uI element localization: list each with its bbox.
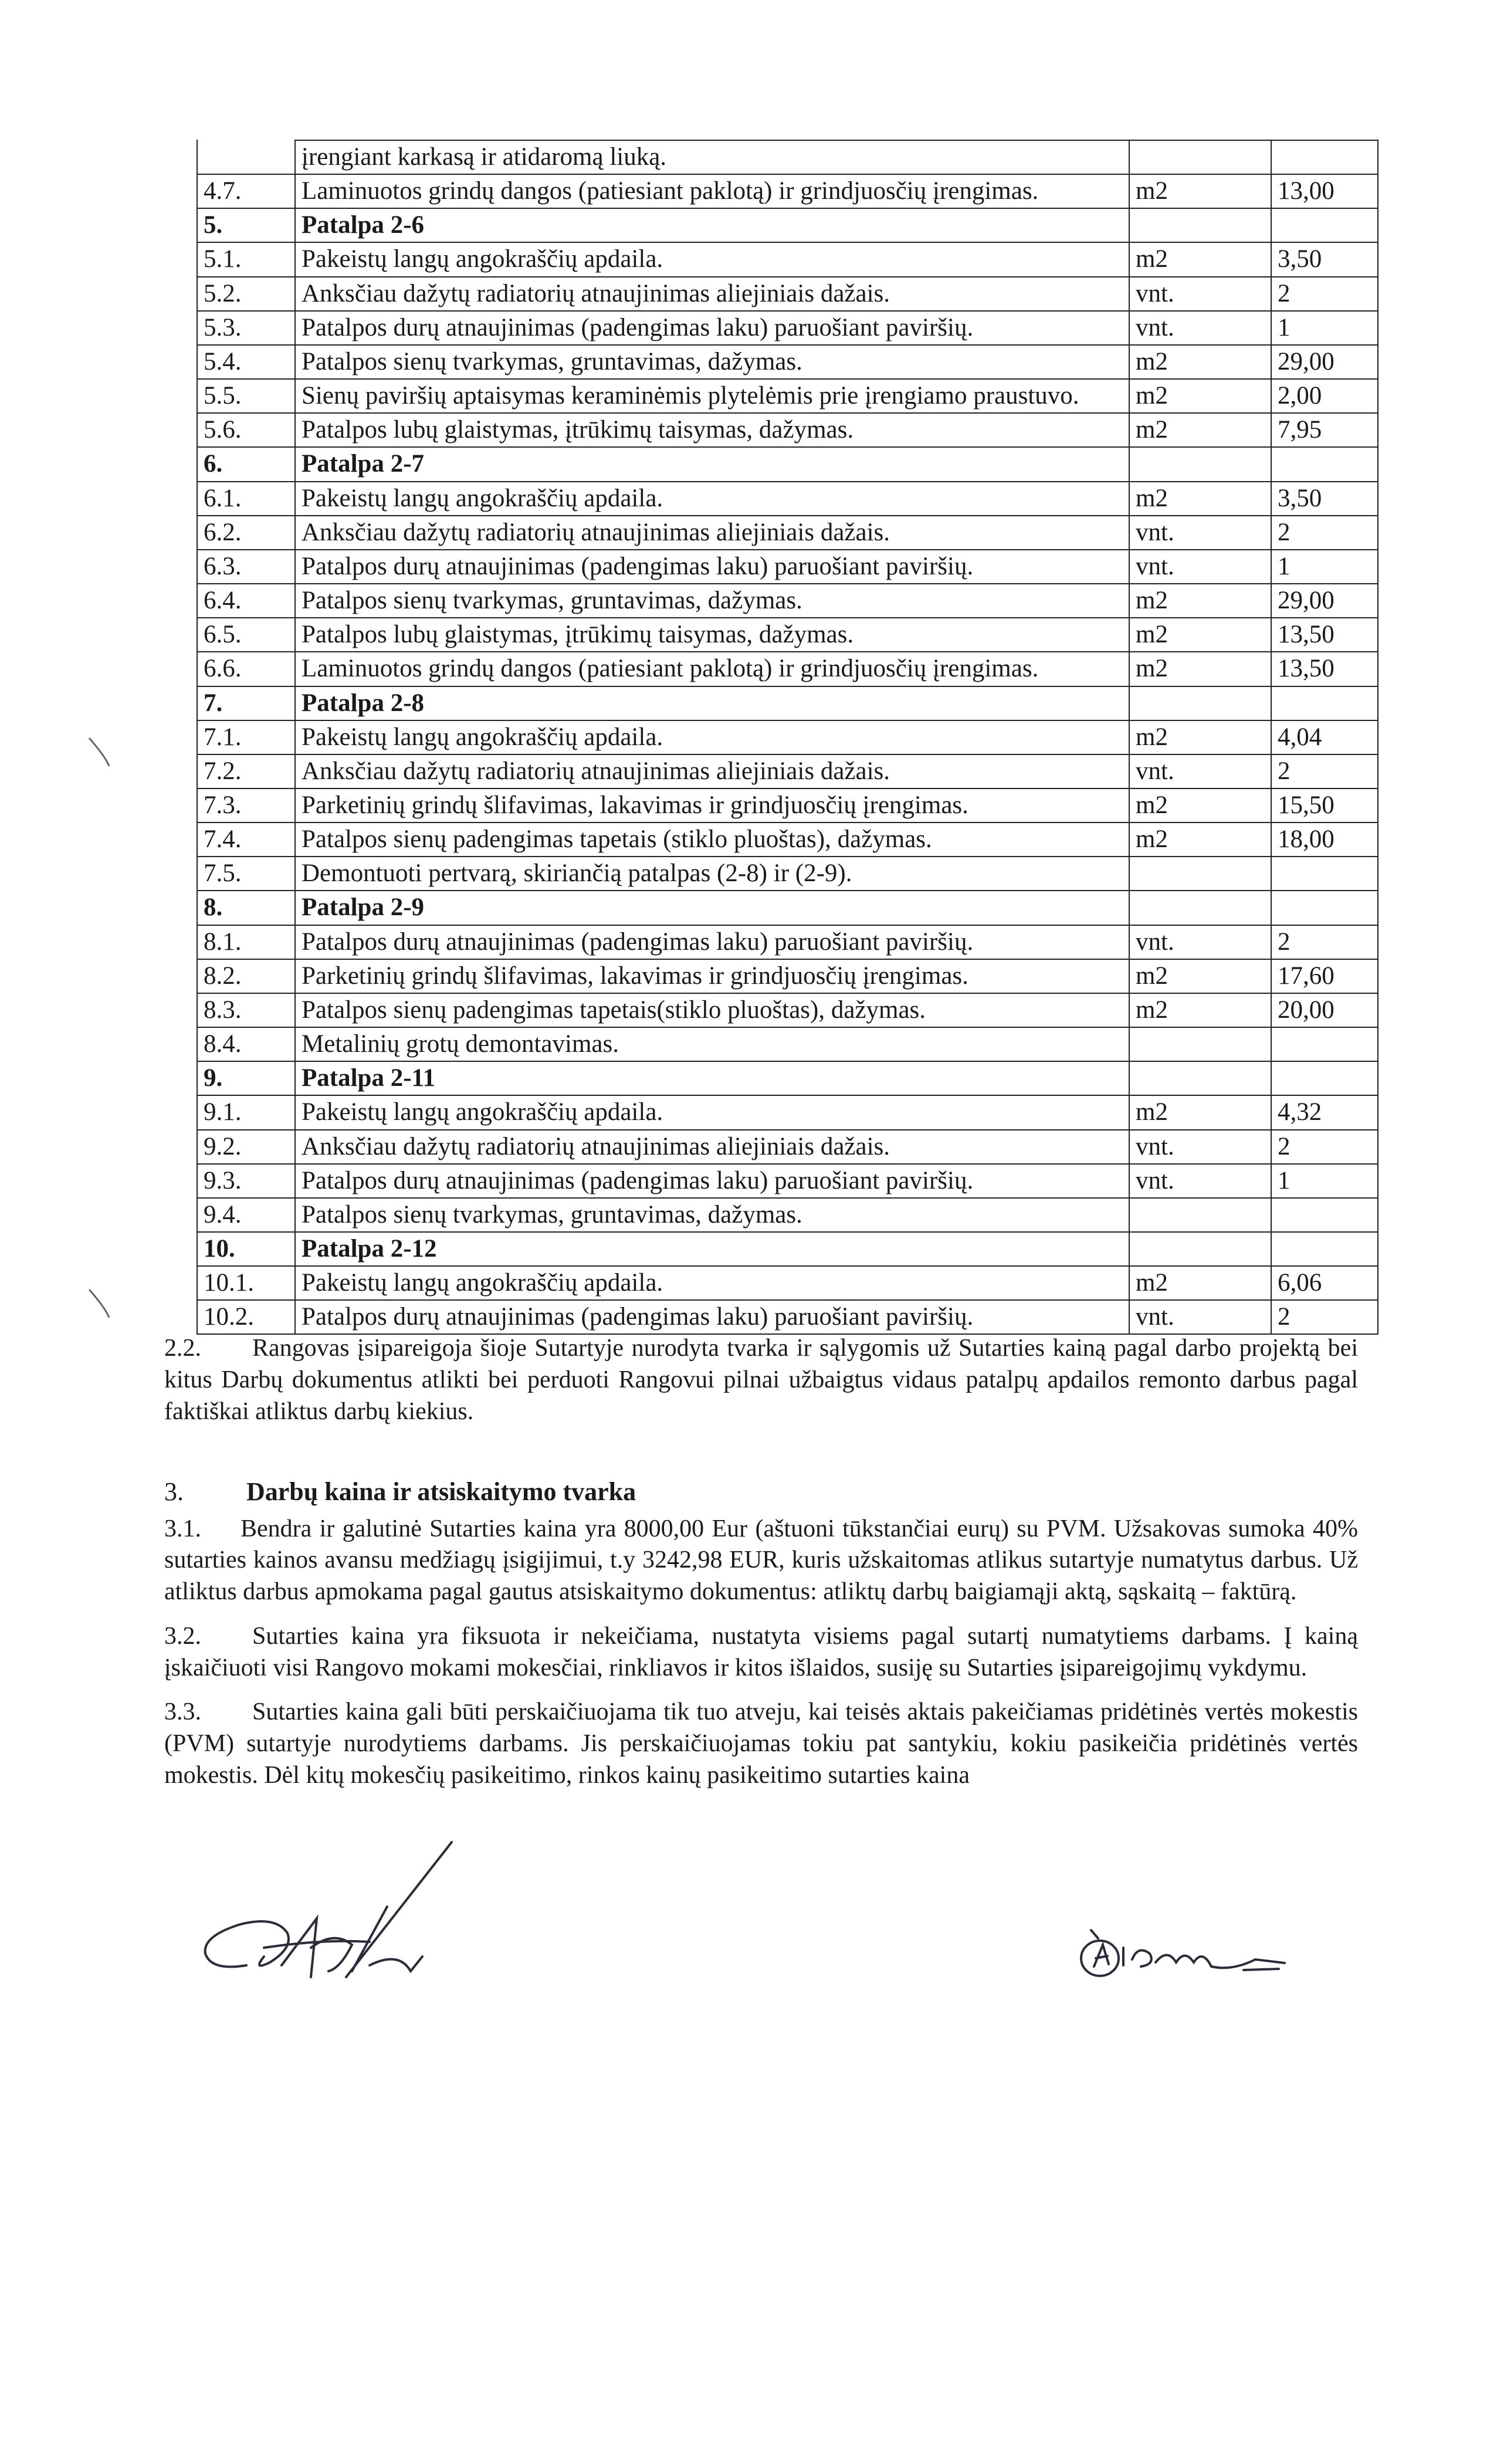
table-row	[197, 788, 1378, 823]
item-quantity: 7,95	[1271, 413, 1378, 447]
table-section-row	[197, 686, 1378, 720]
item-number: 5.	[197, 208, 295, 242]
item-description: Sienų paviršių aptaisymas keraminėmis plytelėmis prie įrengiamo praustuvo.	[295, 379, 1129, 413]
section-number: 3.	[164, 1477, 184, 1507]
item-unit: m2	[1129, 652, 1271, 686]
item-description: Pakeistų langų angokraščių apdaila.	[295, 482, 1129, 516]
item-number: 4.7.	[197, 174, 295, 208]
item-description: įrengiant karkasą ir atidaromą liuką.	[295, 140, 1129, 174]
paragraph-text: Rangovas įsipareigoja šioje Sutartyje nurodyta tvarka ir sąlygomis už Sutarties kainą pagal darbo projektą bei kitus Darbų dokumentus atlikti bei perduoti Rangovui pilnai užbaigtus vidaus patalpų apdailos remonto darbus pagal faktiškai atliktus darbų kiekius.	[164, 1335, 1358, 1425]
item-number: 6.3.	[197, 550, 295, 584]
paragraph-2-2	[164, 1333, 1358, 1427]
table-row	[197, 1300, 1378, 1334]
item-description: Patalpos sienų tvarkymas, gruntavimas, dažymas.	[295, 1198, 1129, 1232]
table-row	[197, 516, 1378, 550]
item-number: 10.1.	[197, 1266, 295, 1300]
table-row	[197, 959, 1378, 993]
paragraph-3-3	[164, 1697, 1358, 1791]
item-unit: m2	[1129, 482, 1271, 516]
item-quantity: 2	[1271, 754, 1378, 788]
item-unit: m2	[1129, 788, 1271, 823]
item-quantity: 3,50	[1271, 242, 1378, 276]
scan-mark	[88, 733, 111, 769]
item-unit: m2	[1129, 1266, 1271, 1300]
table-row	[197, 1027, 1378, 1061]
item-unit	[1129, 1198, 1271, 1232]
item-description: Anksčiau dažytų radiatorių atnaujinimas aliejiniais dažais.	[295, 516, 1129, 550]
paragraph-text: Sutarties kaina gali būti perskaičiuojama tik tuo atveju, kai teisės aktais pakeičiamas pridėtinės vertės mokestis (PVM) sutartyje nurodytiems darbams. Jis perskaičiuojamas tokiu pat santykiu, kokiu pasikeičia pridėtinės vertės mokestis. Dėl kitų mokesčių pasikeitimo, rinkos kainų pasikeitimo sutarties kaina	[164, 1698, 1358, 1789]
item-unit: m2	[1129, 823, 1271, 857]
table-row	[197, 242, 1378, 276]
item-unit: m2	[1129, 413, 1271, 447]
item-quantity: 1	[1271, 550, 1378, 584]
item-unit: m2	[1129, 242, 1271, 276]
item-quantity	[1271, 208, 1378, 242]
item-number: 9.4.	[197, 1198, 295, 1232]
item-unit	[1129, 447, 1271, 481]
item-unit	[1129, 686, 1271, 720]
item-description: Patalpa 2-9	[295, 891, 1129, 925]
item-number: 10.	[197, 1232, 295, 1266]
item-quantity: 13,50	[1271, 652, 1378, 686]
table-row	[197, 1164, 1378, 1198]
item-unit	[1129, 1232, 1271, 1266]
item-number	[197, 140, 295, 174]
scan-mark	[88, 1285, 111, 1320]
table-row	[197, 754, 1378, 788]
table-row	[197, 311, 1378, 345]
item-description: Anksčiau dažytų radiatorių atnaujinimas aliejiniais dažais.	[295, 1130, 1129, 1164]
table-row	[197, 857, 1378, 891]
table-row	[197, 1095, 1378, 1129]
item-description: Metalinių grotų demontavimas.	[295, 1027, 1129, 1061]
item-number: 9.	[197, 1061, 295, 1095]
item-quantity	[1271, 1027, 1378, 1061]
item-description: Patalpos sienų padengimas tapetais (stiklo pluoštas), dažymas.	[295, 823, 1129, 857]
item-quantity: 3,50	[1271, 482, 1378, 516]
section-heading	[164, 1475, 1358, 1508]
paragraph-3-2	[164, 1621, 1358, 1684]
item-unit: m2	[1129, 584, 1271, 618]
works-table	[197, 140, 1379, 1335]
item-quantity: 13,50	[1271, 618, 1378, 652]
item-description: Patalpos durų atnaujinimas (padengimas laku) paruošiant paviršių.	[295, 550, 1129, 584]
item-quantity	[1271, 140, 1378, 174]
item-number: 5.5.	[197, 379, 295, 413]
item-description: Patalpos sienų tvarkymas, gruntavimas, dažymas.	[295, 584, 1129, 618]
item-unit: vnt.	[1129, 1300, 1271, 1334]
table-row	[197, 925, 1378, 959]
item-unit	[1129, 140, 1271, 174]
item-unit: vnt.	[1129, 311, 1271, 345]
section-title: Darbų kaina ir atsiskaitymo tvarka	[246, 1477, 636, 1507]
item-description: Anksčiau dažytų radiatorių atnaujinimas aliejiniais dažais.	[295, 754, 1129, 788]
table-row	[197, 652, 1378, 686]
table-section-row	[197, 1232, 1378, 1266]
item-description: Patalpos durų atnaujinimas (padengimas laku) paruošiant paviršių.	[295, 925, 1129, 959]
table-row	[197, 1130, 1378, 1164]
item-number: 7.5.	[197, 857, 295, 891]
table-section-row	[197, 1061, 1378, 1095]
item-unit: vnt.	[1129, 277, 1271, 311]
item-unit: vnt.	[1129, 1164, 1271, 1198]
table-row	[197, 345, 1378, 379]
table-row	[197, 823, 1378, 857]
signature-left	[176, 1830, 481, 2006]
paragraph-number: 2.2.	[164, 1335, 201, 1362]
signature-right	[1068, 1913, 1302, 1995]
item-description: Patalpos sienų padengimas tapetais(stiklo pluoštas), dažymas.	[295, 993, 1129, 1027]
item-description: Pakeistų langų angokraščių apdaila.	[295, 720, 1129, 754]
item-unit: vnt.	[1129, 1130, 1271, 1164]
item-number: 6.1.	[197, 482, 295, 516]
item-description: Patalpos durų atnaujinimas (padengimas laku) paruošiant paviršių.	[295, 1164, 1129, 1198]
item-quantity: 2	[1271, 1300, 1378, 1334]
item-number: 5.2.	[197, 277, 295, 311]
table-row	[197, 174, 1378, 208]
table-row	[197, 720, 1378, 754]
item-number: 8.	[197, 891, 295, 925]
paragraph-3-1	[164, 1514, 1358, 1608]
table-row	[197, 584, 1378, 618]
item-number: 8.4.	[197, 1027, 295, 1061]
table-row	[197, 379, 1378, 413]
table-row	[197, 413, 1378, 447]
item-number: 6.2.	[197, 516, 295, 550]
item-quantity: 2,00	[1271, 379, 1378, 413]
item-description: Laminuotos grindų dangos (patiesiant paklotą) ir grindjuosčių įrengimas.	[295, 652, 1129, 686]
paragraph-text: Bendra ir galutinė Sutarties kaina yra 8000,00 Eur (aštuoni tūkstančiai eurų) su PVM. Užsakovas sumoka 40% sutarties kainos avansu medžiagų įsigijimui, t.y 3242,98 EUR, kuris užskaitomas atlikus sutartyje numatytus darbus. Už atliktus darbus apmokama pagal gautus atsiskaitymo dokumentus: atliktų darbų baigiamąji aktą, sąskaitą – faktūrą.	[164, 1515, 1358, 1606]
item-quantity	[1271, 1232, 1378, 1266]
table-row	[197, 1266, 1378, 1300]
item-quantity: 17,60	[1271, 959, 1378, 993]
item-description: Patalpos durų atnaujinimas (padengimas laku) paruošiant paviršių.	[295, 311, 1129, 345]
works-table-body	[197, 140, 1378, 1334]
item-number: 7.	[197, 686, 295, 720]
item-number: 6.6.	[197, 652, 295, 686]
item-number: 8.1.	[197, 925, 295, 959]
item-description: Patalpos lubų glaistymas, įtrūkimų taisymas, dažymas.	[295, 413, 1129, 447]
item-quantity: 2	[1271, 516, 1378, 550]
item-unit: m2	[1129, 345, 1271, 379]
item-description: Patalpos lubų glaistymas, įtrūkimų taisymas, dažymas.	[295, 618, 1129, 652]
item-number: 5.4.	[197, 345, 295, 379]
contract-text	[164, 1333, 1358, 1792]
item-number: 9.2.	[197, 1130, 295, 1164]
item-quantity	[1271, 891, 1378, 925]
item-description: Pakeistų langų angokraščių apdaila.	[295, 1266, 1129, 1300]
item-number: 8.2.	[197, 959, 295, 993]
item-unit: m2	[1129, 618, 1271, 652]
item-quantity	[1271, 857, 1378, 891]
item-description: Patalpos durų atnaujinimas (padengimas laku) paruošiant paviršių.	[295, 1300, 1129, 1334]
item-number: 5.3.	[197, 311, 295, 345]
item-quantity: 29,00	[1271, 584, 1378, 618]
item-quantity: 13,00	[1271, 174, 1378, 208]
paragraph-number: 3.1.	[164, 1515, 201, 1542]
item-description: Demontuoti pertvarą, skiriančią patalpas (2-8) ir (2-9).	[295, 857, 1129, 891]
item-description: Patalpa 2-8	[295, 686, 1129, 720]
paragraph-text: Sutarties kaina yra fiksuota ir nekeičiama, nustatyta visiems pagal sutartį numatytiems darbams. Į kainą įskaičiuoti visi Rangovo mokami mokesčiai, rinkliavos ir kitos išlaidos, susiję su Sutarties įsipareigojimų vykdymu.	[164, 1622, 1358, 1681]
item-unit	[1129, 857, 1271, 891]
table-row	[197, 550, 1378, 584]
item-quantity: 2	[1271, 277, 1378, 311]
table-section-row	[197, 891, 1378, 925]
item-description: Patalpa 2-7	[295, 447, 1129, 481]
item-description: Anksčiau dažytų radiatorių atnaujinimas aliejiniais dažais.	[295, 277, 1129, 311]
table-row	[197, 482, 1378, 516]
item-quantity	[1271, 447, 1378, 481]
item-description: Parketinių grindų šlifavimas, lakavimas ir grindjuosčių įrengimas.	[295, 788, 1129, 823]
item-quantity: 6,06	[1271, 1266, 1378, 1300]
item-number: 10.2.	[197, 1300, 295, 1334]
item-description: Pakeistų langų angokraščių apdaila.	[295, 1095, 1129, 1129]
item-quantity: 15,50	[1271, 788, 1378, 823]
item-unit: vnt.	[1129, 754, 1271, 788]
item-description: Pakeistų langų angokraščių apdaila.	[295, 242, 1129, 276]
item-unit	[1129, 1027, 1271, 1061]
item-description: Patalpa 2-11	[295, 1061, 1129, 1095]
item-quantity: 4,04	[1271, 720, 1378, 754]
item-unit: vnt.	[1129, 550, 1271, 584]
item-quantity: 18,00	[1271, 823, 1378, 857]
item-number: 6.	[197, 447, 295, 481]
item-number: 7.3.	[197, 788, 295, 823]
item-description: Laminuotos grindų dangos (patiesiant paklotą) ir grindjuosčių įrengimas.	[295, 174, 1129, 208]
item-description: Patalpa 2-6	[295, 208, 1129, 242]
item-unit: m2	[1129, 379, 1271, 413]
table-row	[197, 277, 1378, 311]
table-row	[197, 993, 1378, 1027]
item-unit	[1129, 208, 1271, 242]
item-unit: m2	[1129, 1095, 1271, 1129]
item-quantity: 29,00	[1271, 345, 1378, 379]
paragraph-number: 3.3.	[164, 1698, 201, 1726]
item-quantity: 1	[1271, 311, 1378, 345]
item-unit: m2	[1129, 720, 1271, 754]
item-quantity: 2	[1271, 1130, 1378, 1164]
table-row	[197, 1198, 1378, 1232]
item-unit: m2	[1129, 174, 1271, 208]
item-unit	[1129, 891, 1271, 925]
item-number: 7.4.	[197, 823, 295, 857]
item-number: 9.1.	[197, 1095, 295, 1129]
item-number: 7.1.	[197, 720, 295, 754]
item-description: Patalpa 2-12	[295, 1232, 1129, 1266]
item-quantity: 20,00	[1271, 993, 1378, 1027]
table-row	[197, 140, 1378, 174]
item-quantity: 4,32	[1271, 1095, 1378, 1129]
item-unit	[1129, 1061, 1271, 1095]
table-section-row	[197, 447, 1378, 481]
item-unit: vnt.	[1129, 925, 1271, 959]
item-number: 5.6.	[197, 413, 295, 447]
item-number: 9.3.	[197, 1164, 295, 1198]
paragraph-number: 3.2.	[164, 1622, 201, 1650]
item-quantity: 2	[1271, 925, 1378, 959]
table-row	[197, 618, 1378, 652]
item-unit: m2	[1129, 959, 1271, 993]
table-section-row	[197, 208, 1378, 242]
item-quantity	[1271, 686, 1378, 720]
item-number: 6.5.	[197, 618, 295, 652]
item-number: 7.2.	[197, 754, 295, 788]
item-description: Patalpos sienų tvarkymas, gruntavimas, dažymas.	[295, 345, 1129, 379]
item-unit: m2	[1129, 993, 1271, 1027]
item-unit: vnt.	[1129, 516, 1271, 550]
item-number: 6.4.	[197, 584, 295, 618]
item-quantity	[1271, 1198, 1378, 1232]
item-number: 8.3.	[197, 993, 295, 1027]
item-quantity	[1271, 1061, 1378, 1095]
item-quantity: 1	[1271, 1164, 1378, 1198]
item-number: 5.1.	[197, 242, 295, 276]
item-description: Parketinių grindų šlifavimas, lakavimas ir grindjuosčių įrengimas.	[295, 959, 1129, 993]
